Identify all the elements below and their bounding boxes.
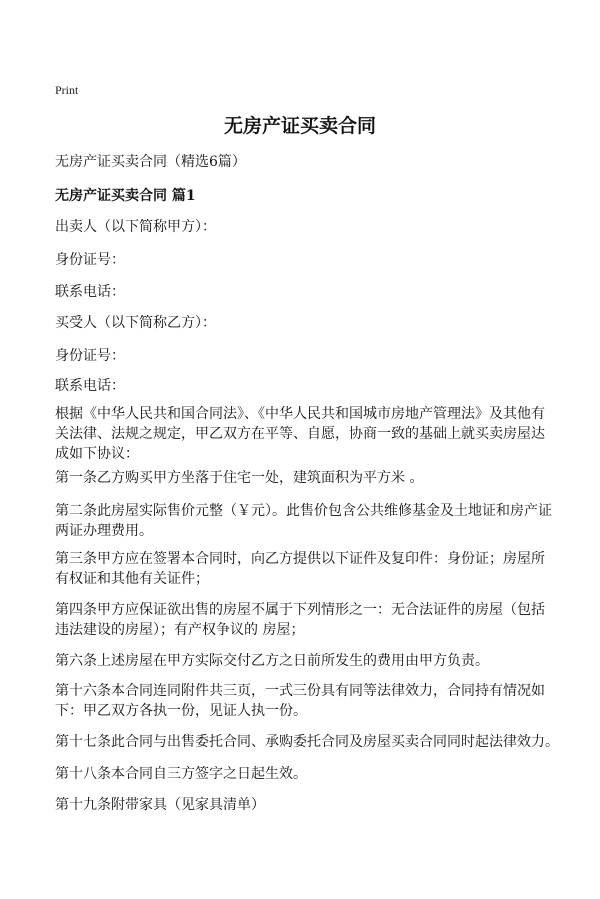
clause-1: 第一条乙方购买甲方坐落于住宅一处，建筑面积为平方米 。 [55, 470, 424, 486]
clause-17: 第十七条此合同与出售委托合同、承购委托合同及房屋买卖合同同时起法律效力。 [55, 734, 559, 750]
document-title: 无房产证买卖合同 [223, 115, 376, 137]
print-label: Print [55, 83, 79, 97]
intro-paragraph: 根据《中华人民共和国合同法》、《中华人民共和国城市房地产管理法》及其他有关法律、法规之规定，甲乙双方在平等、自愿，协商一致的基础上就买卖房屋达成如下协议： [55, 406, 545, 462]
clause-4: 第四条甲方应保证欲出售的房屋不属于下列情形之一：无合法证件的房屋（包括违法建设的房屋）；有产权争议的 房屋； [55, 602, 545, 638]
buyer-phone-line: 联系电话： [55, 378, 125, 394]
clause-2: 第二条此房屋实际售价元整（￥元）。此售价包含公共维修基金及土地证和房产证两证办理费用。 [55, 503, 552, 539]
buyer-line: 买受人（以下简称乙方）： [55, 315, 216, 331]
clause-18: 第十八条本合同自三方签字之日起生效。 [55, 766, 307, 782]
section-heading: 无房产证买卖合同 篇1 [55, 188, 196, 204]
buyer-id-line: 身份证号： [55, 348, 125, 364]
clause-19: 第十九条附带家具（见家具清单） [55, 797, 265, 813]
clause-6: 第六条上述房屋在甲方实际交付乙方之日前所发生的费用由甲方负责。 [55, 653, 489, 669]
seller-id-line: 身份证号： [55, 252, 125, 268]
document-subtitle: 无房产证买卖合同（精选6篇） [55, 154, 246, 170]
seller-phone-line: 联系电话： [55, 284, 125, 300]
clause-3: 第三条甲方应在签署本合同时，向乙方提供以下证件及复印件：身份证；房屋所有权证和其他有关证件； [55, 551, 545, 587]
seller-line: 出卖人（以下简称甲方）： [55, 219, 216, 235]
clause-16: 第十六条本合同连同附件共三页，一式三份具有同等法律效力，合同持有情况如下：甲乙双方各执一份，见证人执一份。 [55, 683, 545, 719]
